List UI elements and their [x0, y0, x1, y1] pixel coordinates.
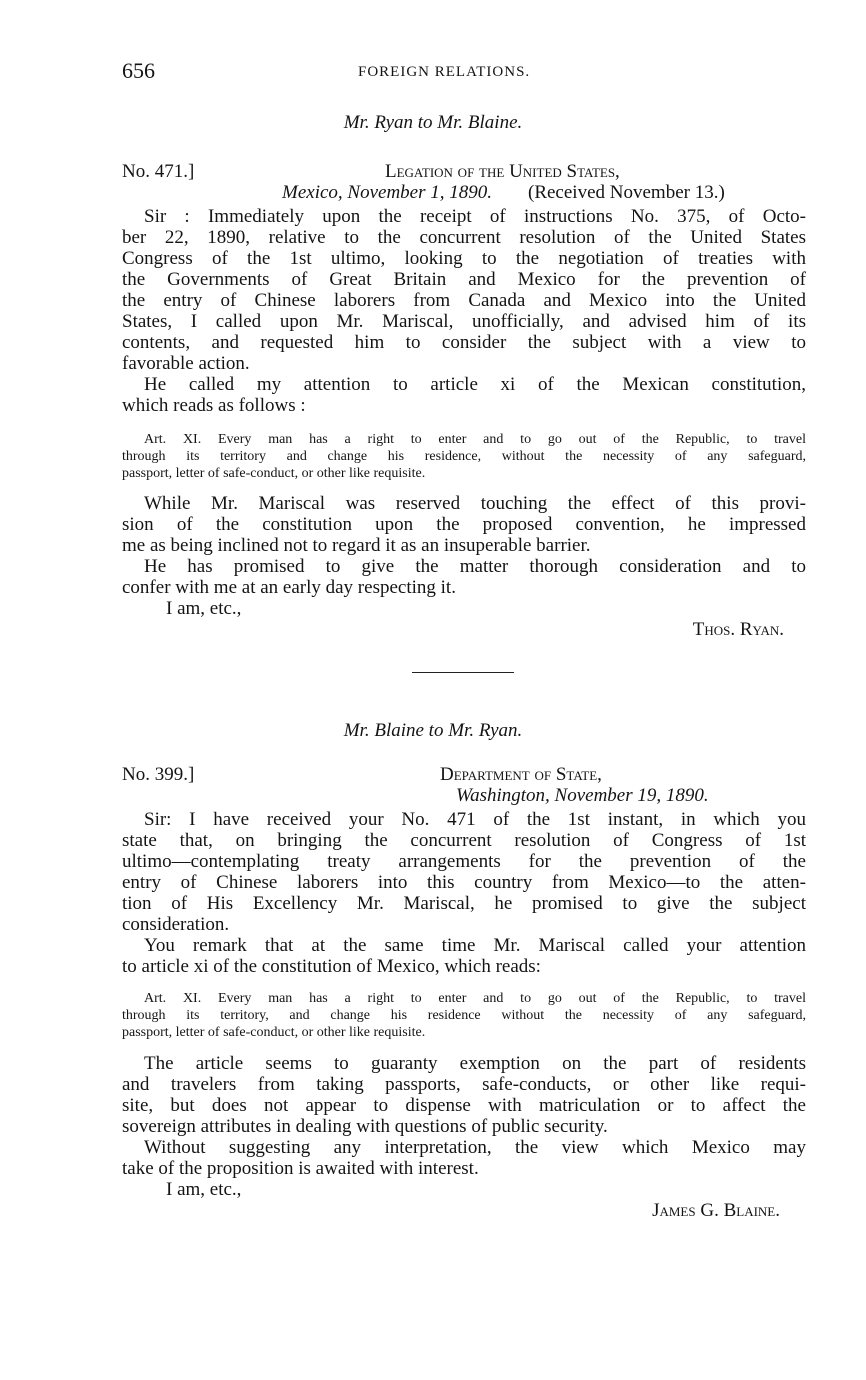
- text-line: He has promised to give the matter thorough consideration and to: [144, 556, 806, 577]
- text-line: He called my attention to article xi of the Mexican constitution,: [144, 374, 806, 395]
- text-line: The article seems to guaranty exemption on the part of residents: [144, 1053, 806, 1074]
- letter1-number: No. 471.]: [122, 161, 195, 182]
- letter2-from: Department of State,: [440, 764, 602, 785]
- letter2-place-date: Washington, November 19, 1890.: [456, 785, 709, 806]
- text-line: ber 22, 1890, relative to the concurrent resolution of the United States: [122, 227, 806, 248]
- letter1-received: (Received November 13.): [528, 182, 725, 203]
- text-line: the entry of Chinese laborers from Canada and Mexico into the United: [122, 290, 806, 311]
- quote-line: Art. XI. Every man has a right to enter and to go out of the Republic, to travel: [144, 991, 806, 1006]
- letter1-signature: Thos. Ryan.: [692, 619, 784, 640]
- text-line: favorable action.: [122, 353, 250, 374]
- text-line: the Governments of Great Britain and Mexico for the prevention of: [122, 269, 806, 290]
- letter2-closing: I am, etc.,: [166, 1179, 242, 1200]
- text-line: entry of Chinese laborers into this country from Mexico—to the atten-: [122, 872, 806, 893]
- running-head: FOREIGN RELATIONS.: [358, 64, 531, 80]
- text-line: You remark that at the same time Mr. Mariscal called your attention: [144, 935, 806, 956]
- letter2-number: No. 399.]: [122, 764, 195, 785]
- quote-line: through its territory and change his residence, without the necessity of any safeguard,: [122, 449, 806, 464]
- text-line: States, I called upon Mr. Mariscal, unofficially, and advised him of its: [122, 311, 806, 332]
- text-line: Sir : Immediately upon the receipt of instructions No. 375, of Octo-: [144, 206, 806, 227]
- text-line: sovereign attributes in dealing with questions of public security.: [122, 1116, 608, 1137]
- page-header: [122, 58, 806, 92]
- text-line: site, but does not appear to dispense with matriculation or to affect the: [122, 1095, 806, 1116]
- letter1-place-date: Mexico, November 1, 1890.: [282, 182, 492, 203]
- text-line: Without suggesting any interpretation, the view which Mexico may: [144, 1137, 806, 1158]
- text-line: tion of His Excellency Mr. Mariscal, he promised to give the subject: [122, 893, 806, 914]
- text-line: ultimo—contemplating treaty arrangements for the prevention of the: [122, 851, 806, 872]
- text-line: consideration.: [122, 914, 230, 935]
- text-line: take of the proposition is awaited with interest.: [122, 1158, 479, 1179]
- text-line: Congress of the 1st ultimo, looking to the negotiation of treaties with: [122, 248, 806, 269]
- text-line: me as being inclined not to regard it as an insuperable barrier.: [122, 535, 591, 556]
- text-line: contents, and requested him to consider the subject with a view to: [122, 332, 806, 353]
- letter1-title: Mr. Ryan to Mr. Blaine.: [343, 112, 523, 133]
- section-divider: [412, 672, 514, 673]
- quote-line: passport, letter of safe-conduct, or other like requisite.: [122, 466, 426, 481]
- letter2-title: Mr. Blaine to Mr. Ryan.: [343, 720, 523, 741]
- letter2-signature: James G. Blaine.: [652, 1200, 780, 1221]
- text-line: sion of the constitution upon the proposed convention, he impressed: [122, 514, 806, 535]
- letter1-closing: I am, etc.,: [166, 598, 242, 619]
- quote-line: Art. XI. Every man has a right to enter and to go out of the Republic, to travel: [144, 432, 806, 447]
- text-line: to article xi of the constitution of Mexico, which reads:: [122, 956, 541, 977]
- text-line: and travelers from taking passports, safe-conducts, or other like requi-: [122, 1074, 806, 1095]
- quote-line: passport, letter of safe-conduct, or other like requisite.: [122, 1025, 426, 1040]
- text-line: Sir: I have received your No. 471 of the 1st instant, in which you: [144, 809, 806, 830]
- text-line: which reads as follows :: [122, 395, 306, 416]
- text-line: confer with me at an early day respecting it.: [122, 577, 456, 598]
- text-line: state that, on bringing the concurrent resolution of Congress of 1st: [122, 830, 806, 851]
- page-number: 656: [122, 58, 155, 83]
- quote-line: through its territory, and change his residence without the necessity of any safeguard,: [122, 1008, 806, 1023]
- text-line: While Mr. Mariscal was reserved touching the effect of this provi-: [144, 493, 806, 514]
- letter1-from: Legation of the United States,: [385, 161, 620, 182]
